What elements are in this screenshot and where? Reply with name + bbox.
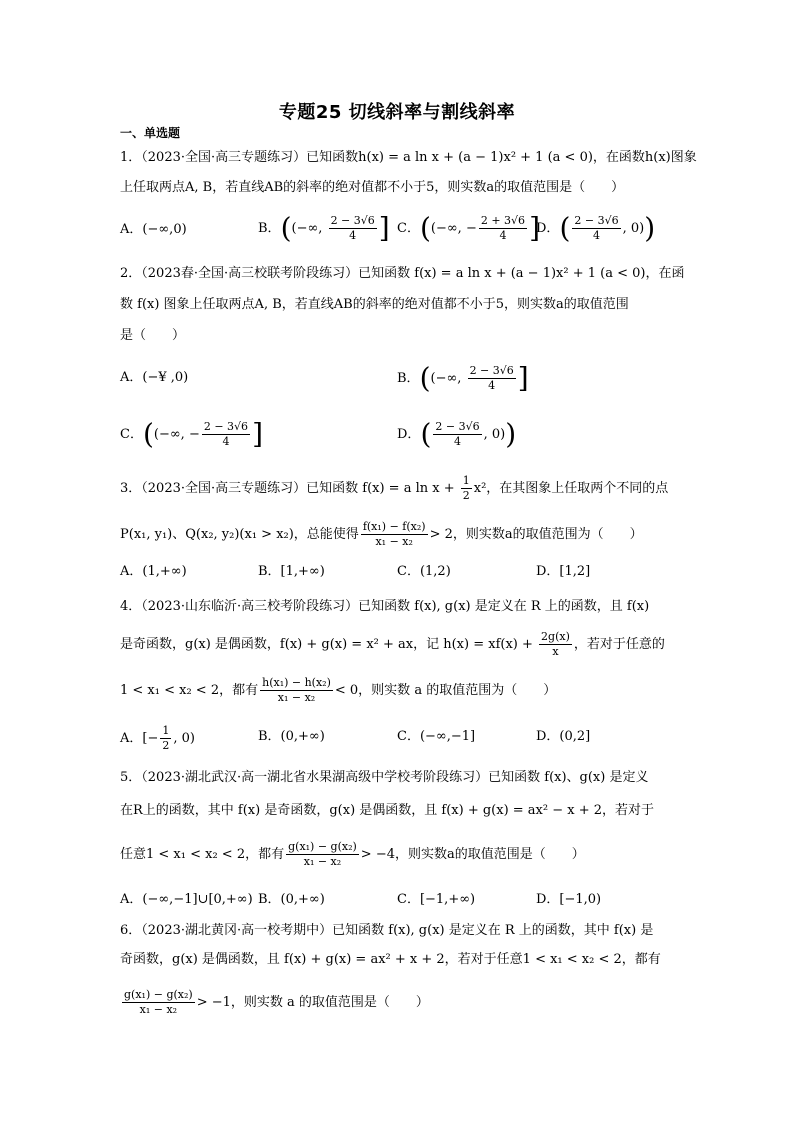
page-title: 专题25 切线斜率与割线斜率 [278, 102, 516, 123]
question-3-line-1: 3．（2023·全国·高三专题练习）已知函数 f(x) = a ln x + $\frac{1}{2}$ x²，在其图象上任取两个不同的点 [120, 474, 669, 502]
q3-option-a: A．(1,+∞) [120, 564, 187, 579]
q1-option-a: A．(−∞,0) [120, 222, 187, 237]
question-4-line-3: 1 < x₁ < x₂ < 2，都有 $\frac{\text{h(x₁) − h(x₂)}}{\text{x₁ − x₂}}$ < 0，则实数 a 的取值范围为（ ） [120, 676, 557, 704]
q1-option-b: B．((−∞, $\frac{2 - 3√6}{4}$ ] [258, 211, 390, 245]
q4-option-b: B．(0,+∞) [258, 729, 325, 744]
q2-option-a: A．(−¥ ,0) [120, 370, 189, 385]
q2-option-b: B．((−∞, $\frac{2 - 3√6}{4}$ ] [397, 361, 529, 395]
question-5-line-1: 5．（2023·湖北武汉·高一湖北省水果湖高级中学校考阶段练习）已知函数 f(x)、g(x) 是定义 [120, 770, 649, 785]
q5-option-c: C．[−1,+∞) [397, 892, 476, 907]
question-1-line-1: 1．（2023·全国·高三专题练习）已知函数h(x) = a ln x + (a − 1)x² + 1 (a < 0)，在函数h(x)图象 [120, 150, 697, 165]
q4-option-a: A．[− $\frac{1}{2}$ , 0) [120, 724, 195, 752]
q1-option-c: C．((−∞, − $\frac{2 + 3√6}{4}$ ] [397, 211, 540, 245]
question-6-line-1: 6．（2023·湖北黄冈·高一校考期中）已知函数 f(x), g(x) 是定义在 R 上的函数，其中 f(x) 是 [120, 923, 654, 938]
q5-option-b: B．(0,+∞) [258, 892, 325, 907]
q3-option-d: D．[1,2] [536, 564, 591, 579]
q5-option-a: A．(−∞,−1]∪[0,+∞) [120, 892, 253, 907]
question-6-line-3: $\frac{\text{g(x₁) − g(x₂)}}{\text{x₁ − x₂}}$ > −1，则实数 a 的取值范围是（ ） [124, 988, 429, 1016]
question-5-line-3: 任意1 < x₁ < x₂ < 2，都有 $\frac{\text{g(x₁) − g(x₂)}}{\text{x₁ − x₂}}$ > −4，则实数a的取值范围是（ ） [120, 840, 585, 868]
question-1-line-2: 上任取两点A, B，若直线AB的斜率的绝对值都不小于5，则实数a的取值范围是（ ） [120, 180, 625, 195]
q4-option-d: D．(0,2] [536, 729, 591, 744]
q5-option-d: D．[−1,0) [536, 892, 602, 907]
question-2-line-1: 2．（2023春·全国·高三校联考阶段练习）已知函数 f(x) = a ln x + (a − 1)x² + 1 (a < 0)，在函 [120, 266, 685, 281]
q3-option-b: B．[1,+∞) [258, 564, 325, 579]
q3-option-c: C．(1,2) [397, 564, 451, 579]
question-3-line-2: P(x₁, y₁)、Q(x₂, y₂)(x₁ > x₂)，总能使得 $\frac{\text{f(x₁) − f(x₂)}}{\text{x₁ − x₂}}$ > 2，则实数a的取值范围为（ ） [120, 520, 643, 548]
question-4-line-1: 4．（2023·山东临沂·高三校考阶段练习）已知函数 f(x), g(x) 是定义在 R 上的函数，且 f(x) [120, 599, 650, 614]
section-heading: 一、单选题 [120, 126, 181, 140]
question-2-line-2: 数 f(x) 图象上任取两点A, B，若直线AB的斜率的绝对值都不小于5，则实数a的取值范围 [120, 297, 629, 312]
q2-option-c: C．((−∞, − $\frac{2 - 3√6}{4}$ ] [120, 417, 263, 451]
question-6-line-2: 奇函数，g(x) 是偶函数，且 f(x) + g(x) = ax² + x + 2，若对于任意1 < x₁ < x₂ < 2，都有 [120, 952, 661, 967]
question-2-line-3: 是（ ） [120, 328, 186, 343]
q2-option-d: D．( $\frac{2 - 3√6}{4}$ , 0)) [397, 417, 517, 451]
q4-option-c: C．(−∞,−1] [397, 729, 476, 744]
question-4-line-2: 是奇函数，g(x) 是偶函数，f(x) + g(x) = x² + ax，记 h(x) = xf(x) + $\frac{2g(x)}{x}$ ，若对于任意的 [120, 630, 665, 658]
q1-option-d: D．( $\frac{2 - 3√6}{4}$ , 0)) [536, 211, 656, 245]
question-5-line-2: 在R上的函数，其中 f(x) 是奇函数，g(x) 是偶函数，且 f(x) + g(x) = ax² − x + 2，若对于 [120, 803, 655, 818]
